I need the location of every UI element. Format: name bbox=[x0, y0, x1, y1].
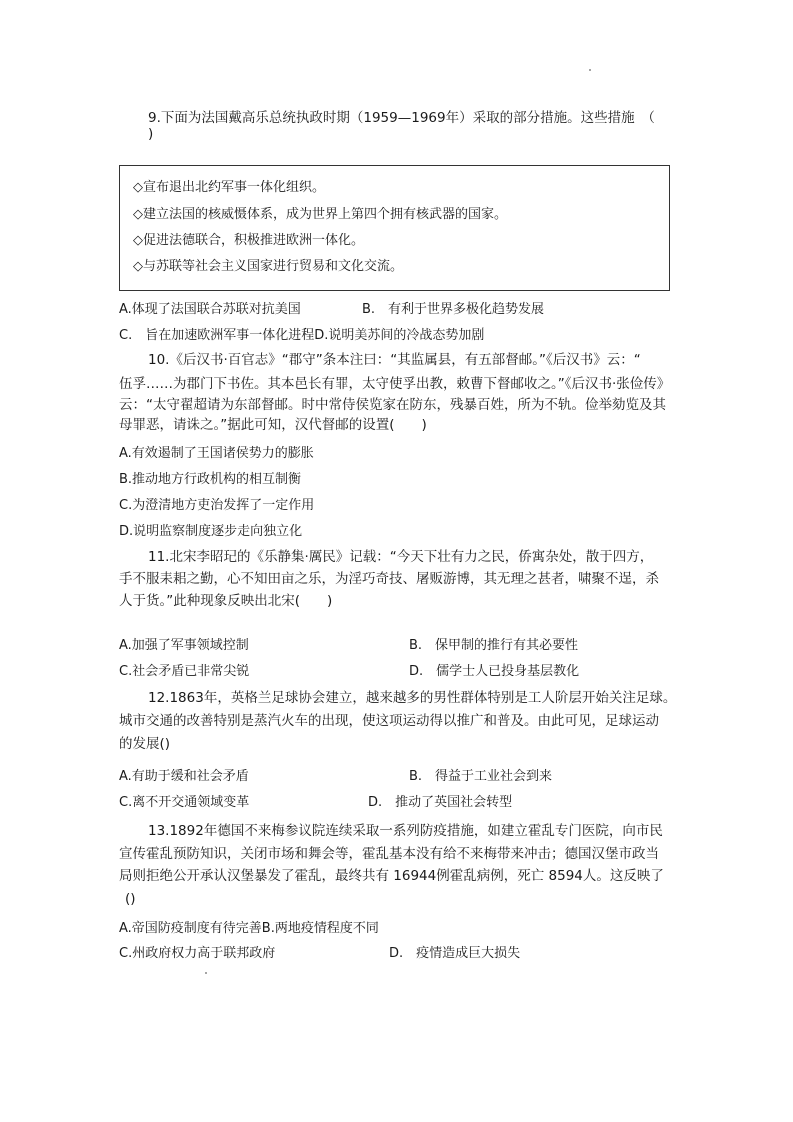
question-stem: 人于货。”此种现象反映出北宋( ) bbox=[119, 593, 333, 609]
option-d: D. 疫情造成巨大损失 bbox=[389, 946, 521, 961]
option-a-b: A.帝国防疫制度有待完善B.两地疫情程度不同 bbox=[119, 921, 379, 936]
option-b: B. 得益于工业社会到来 bbox=[409, 769, 553, 784]
option-a: A.体现了法国联合苏联对抗美国 bbox=[119, 302, 301, 317]
measures-box bbox=[119, 165, 670, 291]
question-stem: 10.《后汉书·百官志》“郡守”条本注曰：“其监属县，有五部督邮。”《后汉书》云：“ bbox=[148, 352, 641, 368]
question-stem: 伍孚……为郡门下书佐。其本邑长有罪，太守使孚出教，敕曹下督邮收之。”《后汉书·张俭传》 bbox=[119, 376, 671, 392]
question-stem: 9.下面为法国戴高乐总统执政时期（1959—1969年）采取的部分措施。这些措施 （ bbox=[148, 110, 655, 126]
option-b: B.推动地方行政机构的相互制衡 bbox=[119, 472, 302, 487]
question-stem: ) bbox=[148, 126, 154, 142]
option-d: D.说明监察制度逐步走向独立化 bbox=[119, 524, 303, 539]
measure-item: ◇宣布退出北约军事一体化组织。 bbox=[133, 180, 325, 195]
question-stem: 城市交通的改善特别是蒸汽火车的出现，使这项运动得以推广和普及。由此可见，足球运动 bbox=[119, 713, 659, 729]
question-stem: () bbox=[125, 891, 136, 907]
option-d: D. 推动了英国社会转型 bbox=[368, 795, 513, 810]
option-c: C.为澄清地方吏治发挥了一定作用 bbox=[119, 498, 315, 513]
question-stem: 的发展() bbox=[119, 736, 171, 752]
question-stem: 宣传霍乱预防知识，关闭市场和舞会等，霍乱基本没有给不来梅带来冲击；德国汉堡市政当 bbox=[119, 846, 659, 862]
option-b: B. 有利于世界多极化趋势发展 bbox=[362, 302, 545, 317]
question-stem: 手不服耒耜之勤，心不知田亩之乐，为淫巧奇技、屠贩游博，其无理之甚者，啸聚不逞，杀 bbox=[119, 571, 659, 587]
option-a: A.有效遏制了王国诸侯势力的膨胀 bbox=[119, 446, 314, 461]
option-c-d: C. 旨在加速欧洲军事一体化进程D.说明美苏间的冷战态势加剧 bbox=[119, 328, 485, 343]
question-stem: 母罪恶，请诛之。”据此可知，汉代督邮的设置( ) bbox=[119, 417, 427, 433]
option-c: C.离不开交通领域变革 bbox=[119, 795, 250, 810]
page-mark bbox=[205, 972, 207, 974]
option-c: C.州政府权力高于联邦政府 bbox=[119, 946, 276, 961]
question-stem: 12.1863年，英格兰足球协会建立，越来越多的男性群体特别是工人阶层开始关注足球。 bbox=[148, 690, 677, 706]
question-stem: 局则拒绝公开承认汉堡暴发了霍乱，最终共有 16944例霍乱病例，死亡 8594人。这反映了 bbox=[119, 868, 664, 884]
measure-item: ◇与苏联等社会主义国家进行贸易和文化交流。 bbox=[133, 259, 403, 274]
measure-item: ◇促进法德联合，积极推进欧洲一体化。 bbox=[133, 233, 364, 248]
question-stem: 11.北宋李昭玘的《乐静集·厲民》记载：“今天下壮有力之民，侨寓杂处，散于四方， bbox=[148, 549, 654, 565]
page-mark bbox=[589, 69, 591, 71]
option-b: B. 保甲制的推行有其必要性 bbox=[409, 638, 579, 653]
question-stem: 13.1892年德国不来梅参议院连续采取一系列防疫措施，如建立霍乱专门医院，向市民 bbox=[148, 823, 663, 839]
option-a: A.加强了军事领域控制 bbox=[119, 638, 249, 653]
option-c: C.社会矛盾已非常尖锐 bbox=[119, 664, 250, 679]
option-a: A.有助于缓和社会矛盾 bbox=[119, 769, 249, 784]
question-stem: 云：“太守翟超请为东部督邮。时中常侍侯览家在防东，残暴百姓，所为不轨。俭举劾览及其 bbox=[119, 397, 666, 413]
option-d: D. 儒学士人已投身基层教化 bbox=[409, 664, 580, 679]
measure-item: ◇建立法国的核威慑体系，成为世界上第四个拥有核武器的国家。 bbox=[133, 207, 507, 222]
